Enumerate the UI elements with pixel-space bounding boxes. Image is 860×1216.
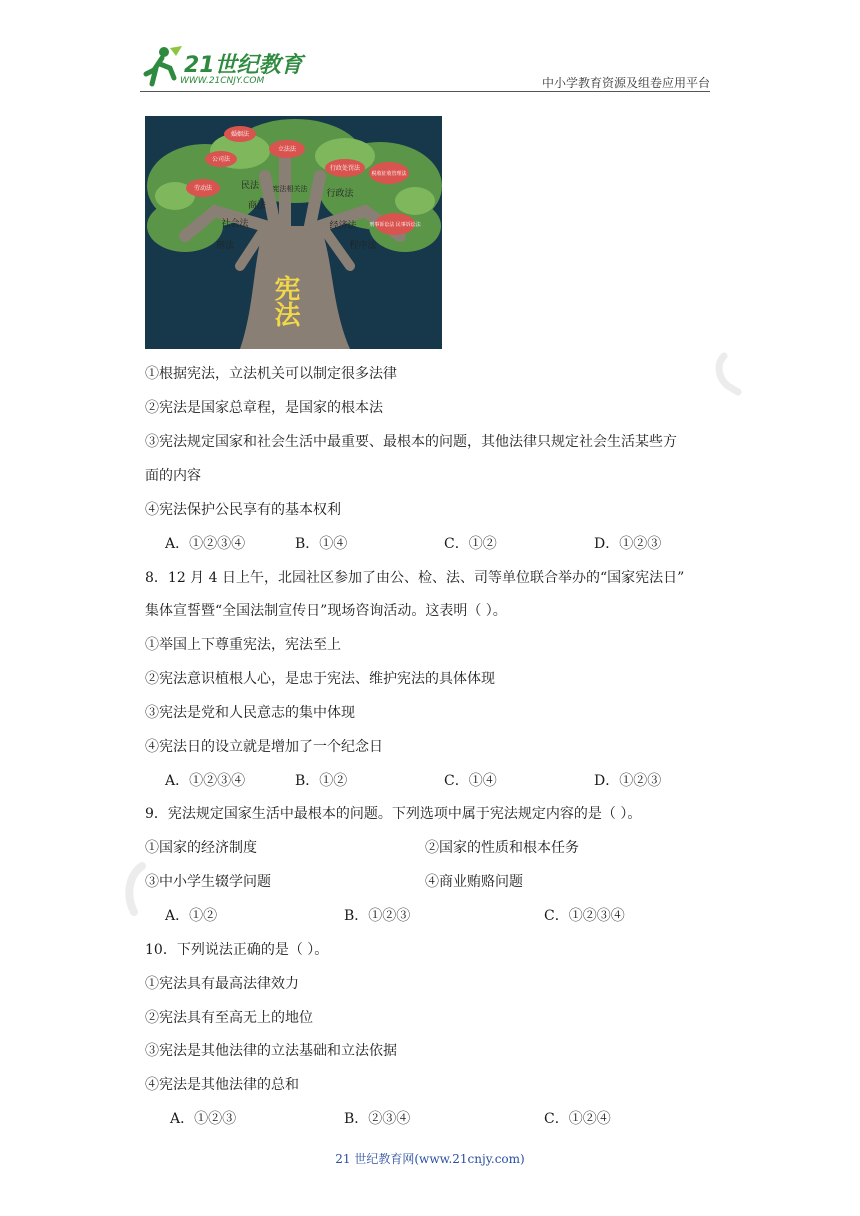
branch-label: 刑法 [215, 241, 235, 251]
header-divider [140, 91, 710, 92]
page-header [140, 44, 710, 92]
q8-option-a[interactable]: A．①②③④ [165, 773, 246, 789]
fruit-label: 税收征收管理法 [371, 171, 407, 177]
q7-statement-1: ①根据宪法，立法机关可以制定很多法律 [145, 366, 397, 382]
q10-statement-3: ③宪法是其他法律的立法基础和立法依据 [145, 1043, 397, 1059]
watermark-mark-icon [712, 352, 746, 396]
q10-statement-1: ①宪法具有最高法律效力 [145, 976, 299, 992]
q9-option-a[interactable]: A．①② [165, 908, 218, 924]
q7-option-c[interactable]: C．①② [444, 536, 497, 552]
tree-illustration [145, 116, 442, 349]
branch-label: 社会法 [221, 219, 249, 229]
site-logo[interactable] [140, 44, 310, 90]
logo-url: WWW.21CNJY.COM [180, 76, 265, 86]
q8-option-d[interactable]: D．①②③ [594, 773, 662, 789]
q9-option-b[interactable]: B．①②③ [344, 908, 411, 924]
fruit-label: 婚姻法 [230, 131, 250, 138]
fruit-label: 刑事诉讼法 民事诉讼法 [369, 222, 421, 228]
q7-statement-3-cont: 面的内容 [145, 468, 201, 484]
fruit-label: 公司法 [211, 156, 231, 163]
q8-statement-4: ④宪法日的设立就是增加了一个纪念日 [145, 739, 383, 755]
q10-option-c[interactable]: C．①②④ [544, 1111, 611, 1127]
q8-option-b[interactable]: B．①② [295, 773, 348, 789]
watermark-mark-icon [122, 862, 156, 928]
q10-statement-2: ②宪法具有至高无上的地位 [145, 1010, 313, 1026]
q9-option-c[interactable]: C．①②③④ [544, 908, 625, 924]
q8-statement-1: ①举国上下尊重宪法，宪法至上 [145, 637, 341, 653]
constitution-tree-figure [145, 116, 442, 349]
q7-option-d[interactable]: D．①②③ [594, 536, 662, 552]
branch-label: 程序法 [349, 241, 377, 251]
branch-label: 民法 [240, 181, 260, 191]
q10-option-b[interactable]: B．②③④ [344, 1111, 411, 1127]
branch-label: 宪法相关法 [272, 185, 308, 193]
q9-statement-3: ③中小学生辍学问题 [145, 874, 271, 890]
q8-statement-2: ②宪法意识植根人心，是忠于宪法、维护宪法的具体体现 [145, 671, 495, 687]
q9-stem: 9．宪法规定国家生活中最根本的问题。下列选项中属于宪法规定内容的是（ ）。 [145, 806, 642, 822]
trunk-label: 宪法 [270, 275, 300, 327]
branch-label: 商法 [247, 201, 267, 211]
q9-statement-2: ②国家的性质和根本任务 [425, 840, 579, 856]
q8-statement-3: ③宪法是党和人民意志的集中体现 [145, 705, 355, 721]
q9-statement-4: ④商业贿赂问题 [425, 874, 523, 890]
q8-option-c[interactable]: C．①④ [444, 773, 497, 789]
runner-logo-icon [140, 44, 184, 88]
q10-stem: 10．下列说法正确的是（ ）。 [145, 942, 329, 958]
q7-statement-4: ④宪法保护公民享有的基本权利 [145, 502, 341, 518]
branch-label: 经济法 [329, 221, 357, 231]
q9-statement-1: ①国家的经济制度 [145, 840, 257, 856]
q10-option-a[interactable]: A．①②③ [170, 1111, 237, 1127]
fruit-label: 行政处罚法 [329, 165, 361, 172]
q7-statement-3: ③宪法规定国家和社会生活中最重要、最根本的问题，其他法律只规定社会生活某些方 [145, 434, 677, 450]
fruit-label: 立法法 [277, 146, 297, 153]
q7-statement-2: ②宪法是国家总章程，是国家的根本法 [145, 400, 383, 416]
q8-stem-line-2: 集体宣誓暨“全国法制宣传日”现场咨询活动。这表明（ ）。 [145, 603, 507, 619]
logo-text: 21世纪教育 [184, 53, 303, 78]
q10-statement-4: ④宪法是其他法律的总和 [145, 1077, 299, 1093]
page-footer[interactable]: 21 世纪教育网(www.21cnjy.com) [335, 1152, 525, 1166]
header-platform-text: 中小学教育资源及组卷应用平台 [541, 76, 710, 90]
fruit-label: 劳动法 [193, 185, 213, 192]
branch-label: 行政法 [326, 189, 354, 199]
q8-stem-line-1: 8．12 月 4 日上午，北园社区参加了由公、检、法、司等单位联合举办的“国家宪法日” [145, 570, 685, 586]
q7-option-a[interactable]: A．①②③④ [165, 536, 246, 552]
q7-option-b[interactable]: B．①④ [295, 536, 348, 552]
